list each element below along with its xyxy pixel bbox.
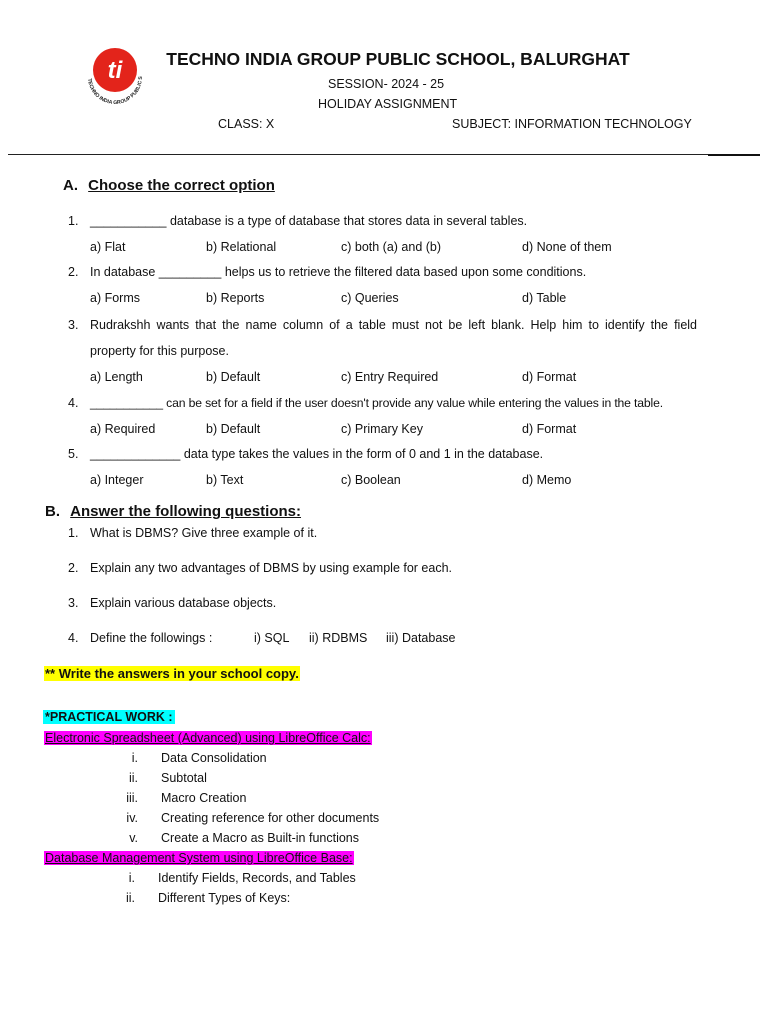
qa-4-number: 4. (68, 396, 79, 410)
class-label: CLASS: X (218, 117, 275, 131)
qa-5-option-d: d) Memo (522, 473, 572, 487)
qa-5-option-a: a) Integer (90, 473, 144, 487)
base-item-1-text: Identify Fields, Records, and Tables (158, 871, 356, 885)
svg-text:ti: ti (107, 57, 123, 84)
assignment-title: HOLIDAY ASSIGNMENT (318, 97, 458, 111)
practical-heading (43, 710, 175, 724)
qa-3-number: 3. (68, 318, 79, 332)
qa-4-option-a: a) Required (90, 422, 156, 436)
base-item-2-text: Different Types of Keys: (158, 891, 291, 905)
header-divider (8, 154, 760, 155)
qa-1-option-a: a) Flat (90, 240, 126, 254)
header-divider-accent (708, 154, 760, 156)
subject-label: SUBJECT: INFORMATION TECHNOLOGY (452, 117, 692, 131)
qa-4-option-c: c) Primary Key (341, 422, 423, 436)
qa-3-text: Rudrakshh wants that the name column of a table must not be left blank. Help him to identify the field (90, 318, 697, 332)
calc-item-1-text: Data Consolidation (161, 751, 267, 765)
qa-2-option-c: c) Queries (341, 291, 399, 305)
practical-heading-text: *PRACTICAL WORK : (45, 710, 173, 724)
qa-3-option-b: b) Default (206, 370, 261, 384)
qb-4-part-2: ii) RDBMS (309, 631, 368, 645)
qa-4-option-d: d) Format (522, 422, 577, 436)
qa-3-option-a: a) Length (90, 370, 143, 384)
qa-5-option-c: c) Boolean (341, 473, 401, 487)
qa-5-number: 5. (68, 447, 79, 461)
section-b-heading (45, 503, 301, 520)
calc-item-2-text: Subtotal (161, 771, 207, 785)
qa-1-option-c: c) both (a) and (b) (341, 240, 442, 254)
qa-2-number: 2. (68, 265, 79, 279)
qa-1-option-b: b) Relational (206, 240, 277, 254)
qb-4-number: 4. (68, 631, 79, 645)
qb-2-number: 2. (68, 561, 79, 575)
calc-item-5-text: Create a Macro as Built-in functions (161, 831, 360, 845)
qb-3-text: Explain various database objects. (90, 596, 277, 610)
answer-note (44, 666, 300, 681)
calc-item-5-number: v. (129, 831, 138, 845)
school-name: TECHNO INDIA GROUP PUBLIC SCHOOL, BALURGHAT (166, 49, 630, 69)
calc-item-3-number: iii. (126, 791, 138, 805)
qa-1-number: 1. (68, 214, 79, 228)
qb-4-part-1: i) SQL (254, 631, 290, 645)
qb-1-number: 1. (68, 526, 79, 540)
qa-4-option-b: b) Default (206, 422, 261, 436)
svg-text:TECHNO INDIA GROUP PUBLIC SCHO: TECHNO INDIA GROUP PUBLIC S (86, 76, 145, 107)
session: SESSION- 2024 - 25 (328, 77, 445, 91)
calc-item-2-number: ii. (128, 771, 138, 785)
qa-3-option-d: d) Format (522, 370, 577, 384)
qa-3-text-continued: property for this purpose. (90, 344, 229, 358)
qb-4-part-3: iii) Database (386, 631, 456, 645)
qb-1-text: What is DBMS? Give three example of it. (90, 526, 318, 540)
qa-1-text: ___________ database is a type of database that stores data in several tables. (90, 214, 528, 228)
base-heading-text: Database Management System using LibreOffice Base: (45, 851, 353, 865)
qa-2-option-b: b) Reports (206, 291, 265, 305)
calc-heading-text: Electronic Spreadsheet (Advanced) using LibreOffice Calc: (45, 731, 371, 745)
qb-4-text: Define the followings : (90, 631, 213, 645)
qa-1-option-d: d) None of them (522, 240, 612, 254)
section-a-title: Choose the correct option (88, 177, 275, 194)
qa-5-option-b: b) Text (206, 473, 244, 487)
base-item-1-number: i. (128, 871, 135, 885)
section-b-title: Answer the following questions: (70, 503, 302, 520)
calc-heading (44, 731, 372, 745)
section-a-heading (63, 177, 275, 194)
qa-2-option-d: d) Table (522, 291, 567, 305)
answer-note-text: ** Write the answers in your school copy. (45, 666, 299, 681)
calc-item-3-text: Macro Creation (161, 791, 247, 805)
qa-2-option-a: a) Forms (90, 291, 140, 305)
qa-4-text: ___________ can be set for a field if the user doesn't provide any value while entering the values in the table. (90, 396, 663, 410)
calc-item-1-number: i. (131, 751, 138, 765)
section-b-letter: B. (45, 503, 60, 520)
qa-2-text: In database _________ helps us to retrieve the filtered data based upon some conditions. (90, 265, 587, 279)
qb-2-text: Explain any two advantages of DBMS by using example for each. (90, 561, 453, 575)
base-heading (44, 851, 354, 865)
calc-item-4-text: Creating reference for other documents (161, 811, 380, 825)
base-item-2-number: ii. (125, 891, 135, 905)
qa-3-option-c: c) Entry Required (341, 370, 439, 384)
qb-3-number: 3. (68, 596, 79, 610)
section-a-letter: A. (63, 177, 78, 194)
qa-5-text: _____________ data type takes the values in the form of 0 and 1 in the database. (90, 447, 544, 461)
calc-item-4-number: iv. (126, 811, 138, 825)
